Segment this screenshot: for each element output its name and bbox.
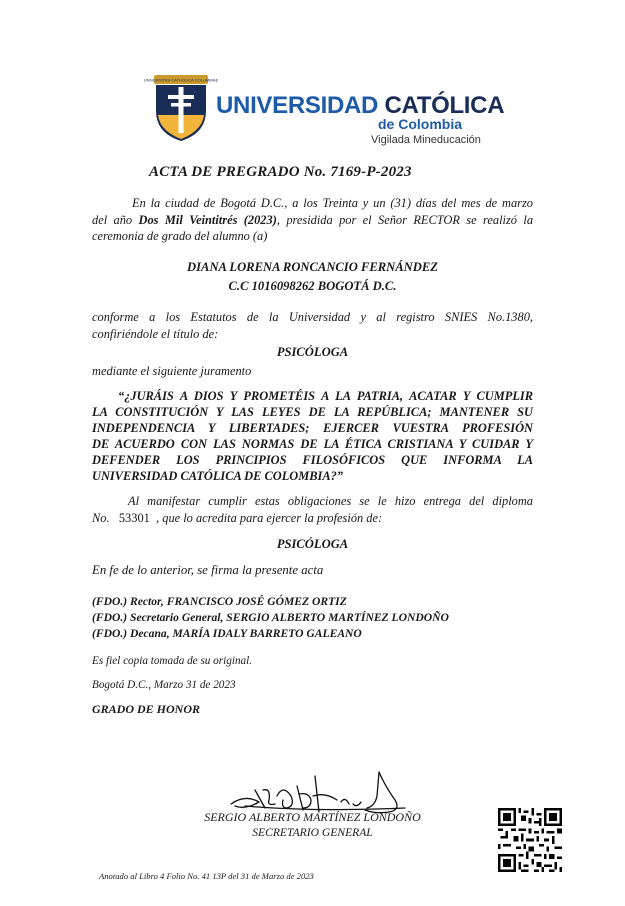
honor-label: GRADO DE HONOR: [92, 702, 201, 716]
oath-text: [92, 388, 533, 484]
degree-title: PSICÓLOGA: [276, 345, 349, 359]
logo-emblem-text: UNIVERSITAS CATHOLICA COLUMBIAE: [143, 77, 219, 83]
footer-annotation: Anotado al Libro 4 Folio No. 41 13P del 31 de Marzo de 2023: [99, 871, 314, 881]
diploma-line-1: Al manifestar cumplir estas obligaciones se le hizo entrega del diploma: [128, 494, 533, 508]
logo-subtitle: de Colombia: [378, 116, 463, 132]
document-title: ACTA DE PREGRADO No. 7169-P-2023: [149, 164, 412, 180]
logo-tagline: Vigilada Mineducación: [371, 134, 481, 146]
diploma-line-2: No. 53301 , que lo acredita para ejercer la profesión de:: [92, 510, 383, 525]
oath-line: INDEPENDENCIA Y LIBERTADES; EJERCER VUESTRA PROFESIÓN: [92, 421, 533, 435]
signer-name: SERGIO ALBERTO MARTÍNEZ LONDOÑO: [204, 810, 421, 824]
intro-line-2: del año Dos Mil Veintitrés (2023), presidida por el Señor RECTOR se realizó la: [92, 212, 534, 227]
intro-line-1: En la ciudad de Bogotá D.C., a los Treinta y un (31) días del mes de marzo: [132, 196, 533, 210]
diploma-paragraph: [92, 493, 533, 526]
intro-paragraph: [92, 195, 533, 245]
conforme-line-1: conforme a los Estatutos de la Universidad y al registro SNIES No.1380,: [92, 310, 533, 324]
en-fe-statement: En fe de lo anterior, se firma la presente acta: [92, 563, 324, 577]
oath-line: DEFENDER LOS PRINCIPIOS FILOSÓFICOS QUE INFORMA LA: [92, 453, 533, 467]
conforme-line-2: confiriéndole el título de:: [92, 326, 219, 341]
logo-name-primary: UNIVERSIDAD: [216, 92, 379, 119]
intro-line-3: ceremonia de grado del alumno (a): [92, 229, 268, 243]
date-line: Bogotá D.C., Marzo 31 de 2023: [92, 679, 236, 691]
oath-line: LA CONSTITUCIÓN Y LAS LEYES DE LA REPÚBLICA; MANTENER SU: [92, 405, 533, 419]
oath-line: DE ACUERDO CON LAS NORMAS DE LA ÉTICA CRISTIANA Y CUIDAR Y: [92, 437, 533, 451]
signer-role: SECRETARIO GENERAL: [252, 826, 373, 839]
signatories-list: [92, 594, 449, 642]
university-shield-icon: [143, 71, 219, 143]
graduate-name: DIANA LORENA RONCANCIO FERNÁNDEZ: [187, 260, 438, 274]
oath-intro: mediante el siguiente juramento: [92, 364, 252, 378]
logo-name-secondary: CATÓLICA: [384, 92, 505, 119]
diploma-number: 53301: [118, 510, 150, 525]
conforme-paragraph: [92, 309, 533, 342]
signatory-secretary: (FDO.) Secretario General, SERGIO ALBERTO MARTÍNEZ LONDOÑO: [92, 611, 449, 624]
university-logo: [143, 71, 505, 151]
intro-year: Dos Mil Veintitrés (2023): [138, 212, 277, 227]
oath-line: “¿JURÁIS A DIOS Y PROMETÉIS A LA PATRIA, ACATAR Y CUMPLIR: [118, 389, 533, 403]
qr-code-icon: [498, 808, 562, 872]
graduate-id: C.C 1016098262 BOGOTÁ D.C.: [228, 279, 397, 293]
copy-note: Es fiel copia tomada de su original.: [92, 655, 253, 667]
signatory-rector: (FDO.) Rector, FRANCISCO JOSÉ GÓMEZ ORTIZ: [92, 595, 347, 608]
oath-line: UNIVERSIDAD CATÓLICA DE COLOMBIA?”: [92, 469, 343, 483]
signatory-dean: (FDO.) Decana, MARÍA IDALY BARRETO GALEANO: [92, 627, 362, 640]
degree-title-2: PSICÓLOGA: [276, 537, 349, 551]
